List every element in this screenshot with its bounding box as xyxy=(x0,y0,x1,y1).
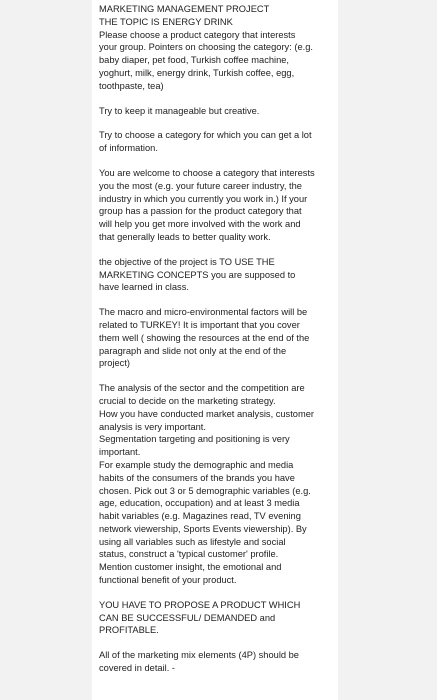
objective-paragraph: the objective of the project is TO USE THE MARKETING CONCEPTS you are supposed to have learned in class. xyxy=(99,256,296,293)
marketing-mix-paragraph: All of the marketing mix elements (4P) should be covered in detail. - xyxy=(99,650,299,674)
analysis-paragraph: The analysis of the sector and the competition are crucial to decide on the marketing strategy. How you have conducted market analysis, customer analysis is very important. Segmentation targeting and positioning is very important. For example study the demographic and media habits of the consumers of the brands you have chosen. Pick out 3 or 5 demographic variables (e.g. age, education, occupation) and at least 3 media habit variables (e.g. Magazines read, TV evening network viewership, Sports Events viewership). By using all variables such as lifestyle and social status, construct a 'typical customer' profile. Mention customer insight, the emotional and functional benefit of your product. xyxy=(99,383,314,586)
manageable-paragraph: Try to keep it manageable but creative. xyxy=(99,105,260,116)
proposal-paragraph: YOU HAVE TO PROPOSE A PRODUCT WHICH CAN BE SUCCESSFUL/ DEMANDED and PROFITABLE. xyxy=(99,599,301,636)
interest-paragraph: You are welcome to choose a category that interests you the most (e.g. your future career industry, the industry in which you currently you work in.) If your group has a passion for the product category that will help you get more involved with the work and that generally leads to better quality work. xyxy=(99,167,315,242)
environment-paragraph: The macro and micro-environmental factors will be related to TURKEY! It is important that you cover them well ( showing the resources at the end of the paragraph and slide not only at the end of the project) xyxy=(99,307,310,369)
information-paragraph: Try to choose a category for which you can get a lot of information. xyxy=(99,130,312,154)
document-page xyxy=(92,0,338,700)
intro-paragraph: MARKETING MANAGEMENT PROJECT THE TOPIC IS ENERGY DRINK Please choose a product category that interests your group. Pointers on choosing the category: (e.g. baby diaper, pet food, Turkish coffee machine, yoghurt, milk, energy drink, Turkish coffee, egg, toothpaste, tea) xyxy=(99,4,313,91)
